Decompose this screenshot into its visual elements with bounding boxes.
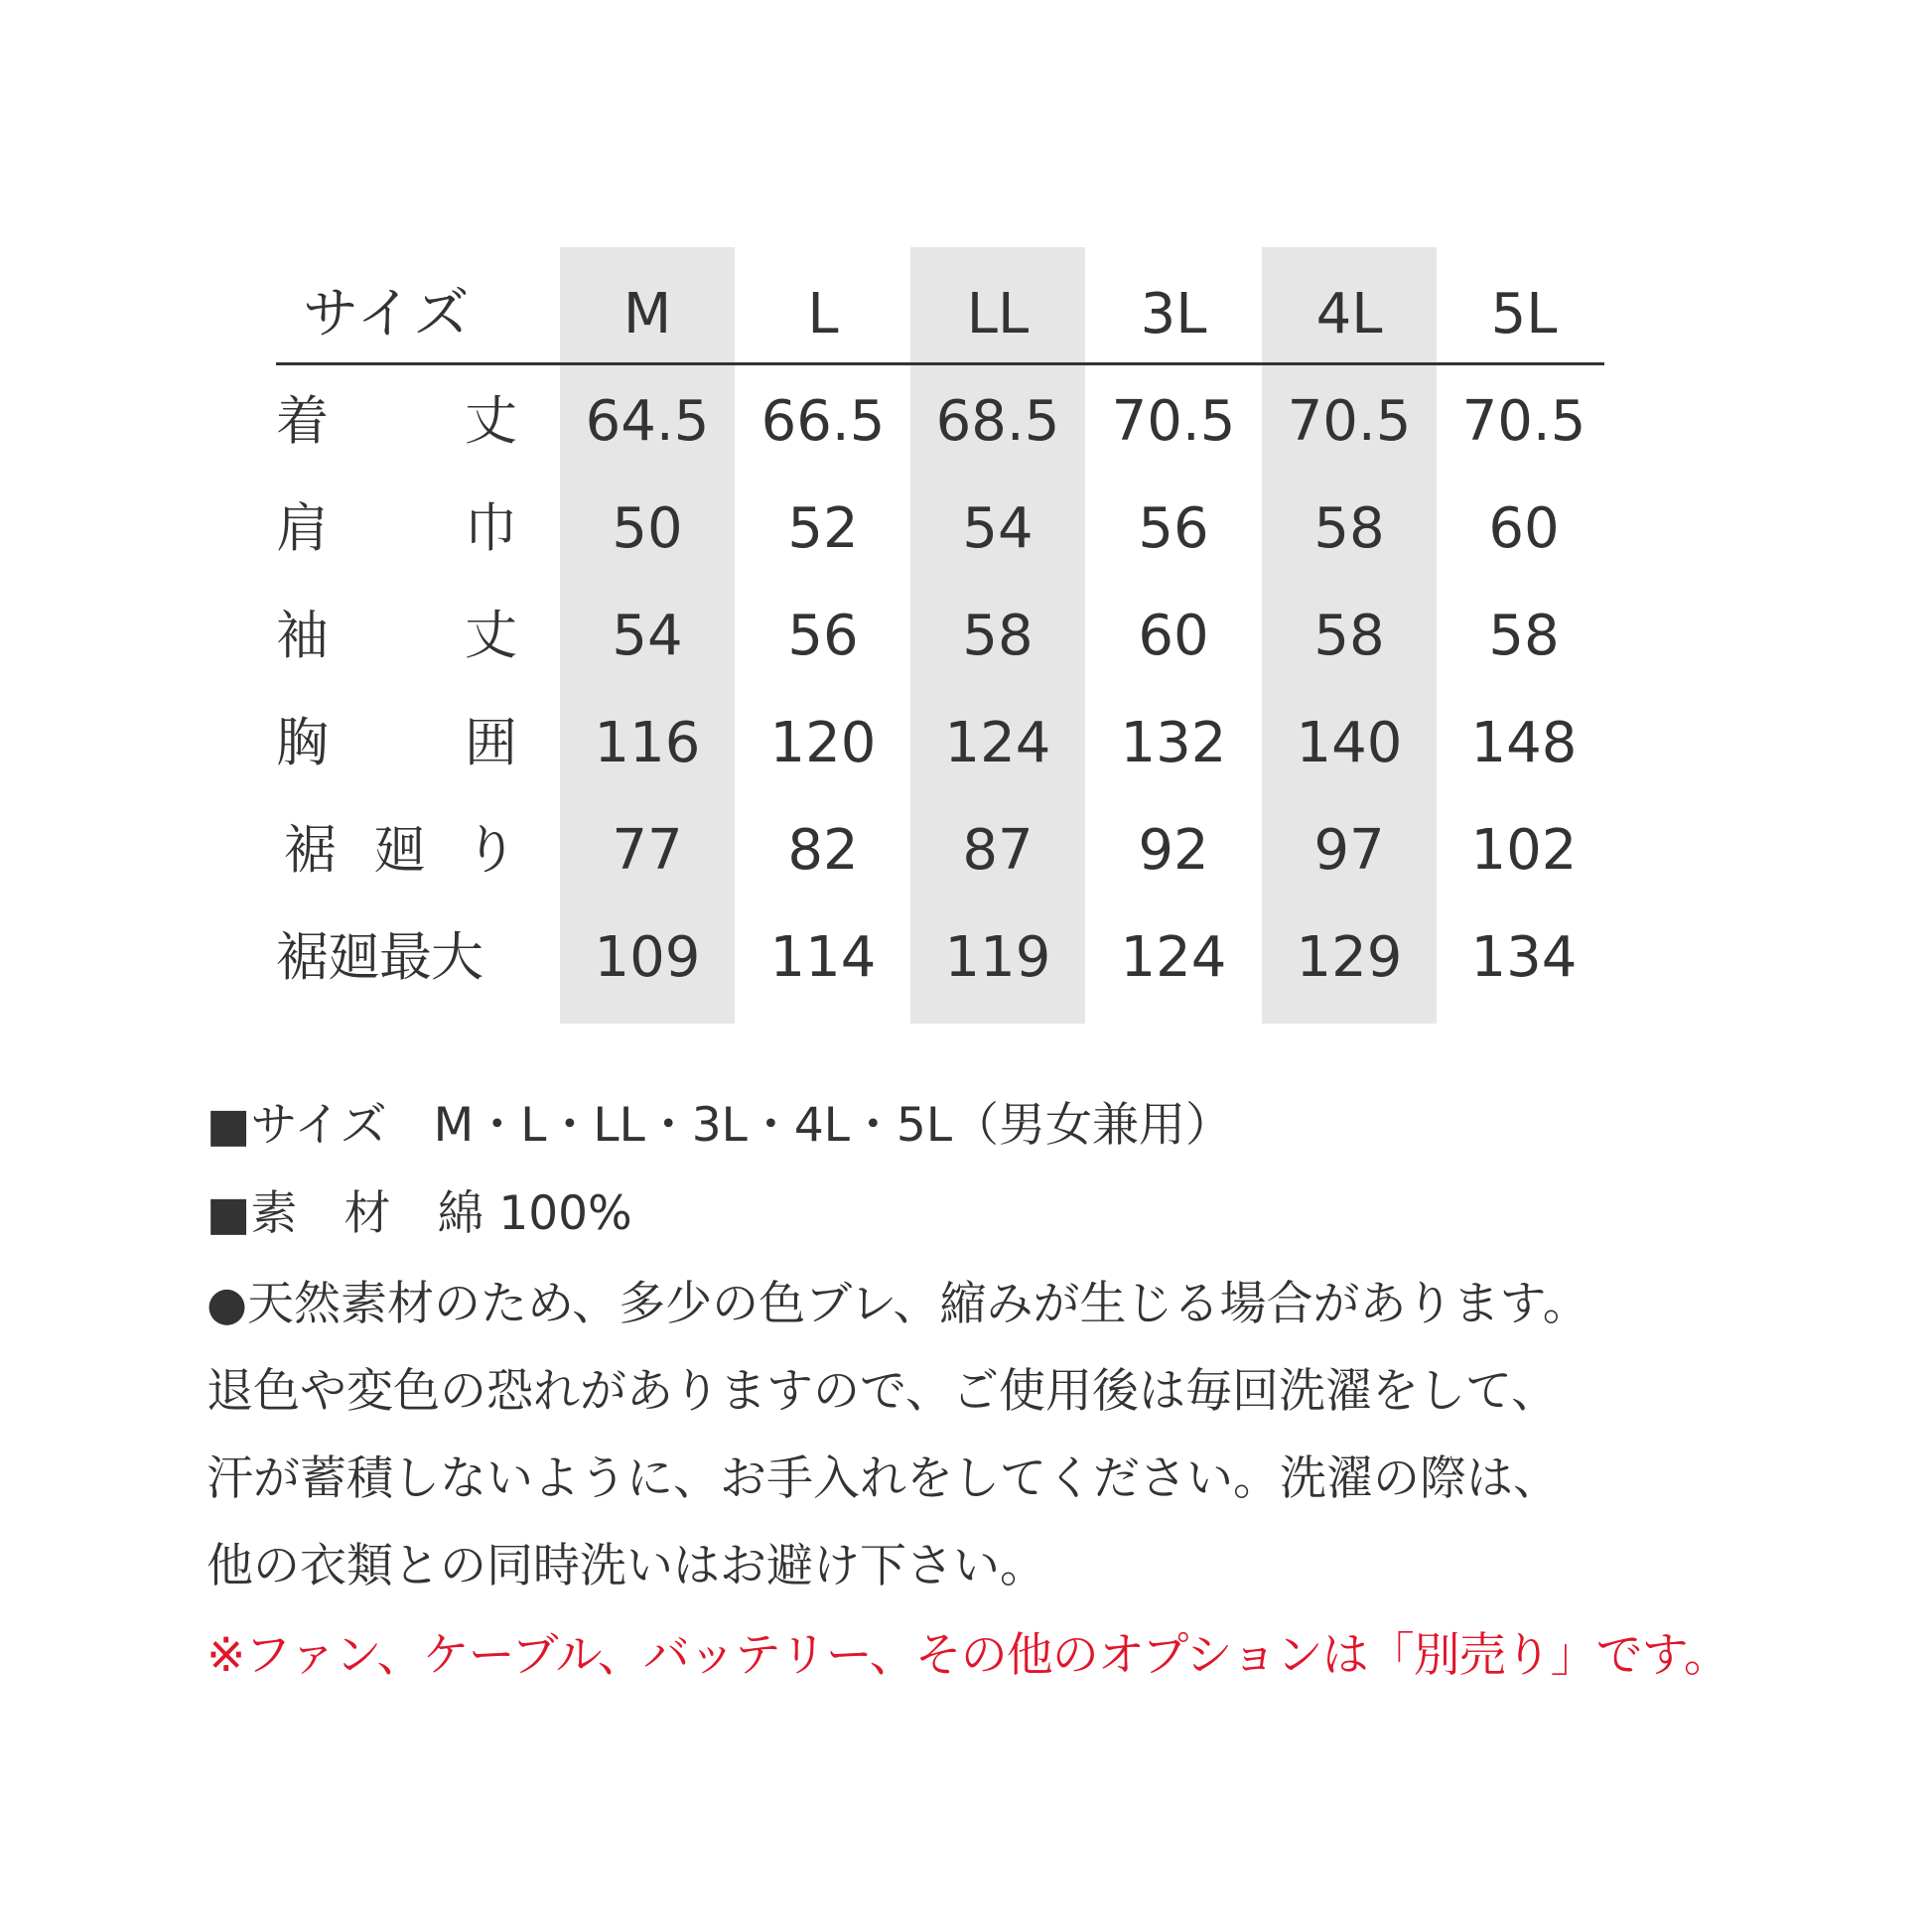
table-cell: 50	[612, 496, 683, 561]
option-sold-separately-note: ※ファン、ケーブル、バッテリー、その他のオプションは「別売り」です。	[207, 1628, 1729, 1683]
table-cell: 68.5	[935, 389, 1060, 454]
size-header-cell: 3L	[1140, 282, 1207, 346]
row-label: 裾 廻 り	[284, 820, 517, 881]
size-note: ■サイズ M・L・LL・3L・4L・5L（男女兼用）	[207, 1098, 1233, 1153]
table-cell: 54	[612, 604, 683, 668]
table-cell: 70.5	[1287, 389, 1412, 454]
table-cell: 120	[769, 711, 877, 775]
table-cell: 64.5	[585, 389, 710, 454]
table-cell: 66.5	[760, 389, 886, 454]
table-cell: 87	[962, 818, 1034, 883]
table-cell: 54	[962, 496, 1034, 561]
table-cell: 129	[1296, 925, 1403, 990]
table-cell: 124	[944, 711, 1051, 775]
table-cell: 60	[1488, 496, 1560, 561]
table-cell: 70.5	[1111, 389, 1236, 454]
table-cell: 102	[1470, 818, 1578, 883]
material-note: ■素 材 綿 100%	[207, 1186, 632, 1241]
table-cell: 148	[1470, 711, 1578, 775]
table-cell: 70.5	[1461, 389, 1587, 454]
table-cell: 97	[1313, 818, 1385, 883]
size-header-label: サイズ	[303, 282, 472, 346]
table-cell: 114	[769, 925, 877, 990]
row-label: 裾廻最大	[276, 927, 483, 988]
table-cell: 82	[787, 818, 859, 883]
care-note-line: ●天然素材のため、多少の色ブレ、縮みが生じる場合があります。	[207, 1277, 1589, 1331]
table-cell: 124	[1120, 925, 1227, 990]
row-label: 肩 巾	[276, 498, 517, 559]
care-note-line: 他の衣類との同時洗いはお避け下さい。	[207, 1539, 1046, 1593]
row-label: 胸 囲	[276, 713, 517, 773]
header-divider	[276, 362, 1604, 365]
table-cell: 52	[787, 496, 859, 561]
table-cell: 109	[594, 925, 701, 990]
size-header-cell: M	[622, 282, 672, 346]
table-cell: 56	[787, 604, 859, 668]
table-cell: 140	[1296, 711, 1403, 775]
size-header-cell: LL	[966, 282, 1030, 346]
table-cell: 58	[1488, 604, 1560, 668]
size-header-cell: 5L	[1490, 282, 1558, 346]
table-cell: 116	[594, 711, 701, 775]
size-header-cell: L	[807, 282, 839, 346]
table-cell: 132	[1120, 711, 1227, 775]
table-cell: 58	[962, 604, 1034, 668]
table-cell: 58	[1313, 496, 1385, 561]
table-cell: 92	[1138, 818, 1209, 883]
table-cell: 77	[612, 818, 683, 883]
table-cell: 56	[1138, 496, 1209, 561]
care-note-line: 汗が蓄積しないように、お手入れをしてください。洗濯の際は、	[207, 1451, 1560, 1506]
row-label: 着 丈	[276, 391, 517, 452]
table-cell: 134	[1470, 925, 1578, 990]
row-label: 袖 丈	[276, 606, 517, 666]
size-header-cell: 4L	[1315, 282, 1383, 346]
table-cell: 119	[944, 925, 1051, 990]
table-cell: 58	[1313, 604, 1385, 668]
care-note-line: 退色や変色の恐れがありますので、ご使用後は毎回洗濯をして、	[207, 1364, 1559, 1419]
table-cell: 60	[1138, 604, 1209, 668]
